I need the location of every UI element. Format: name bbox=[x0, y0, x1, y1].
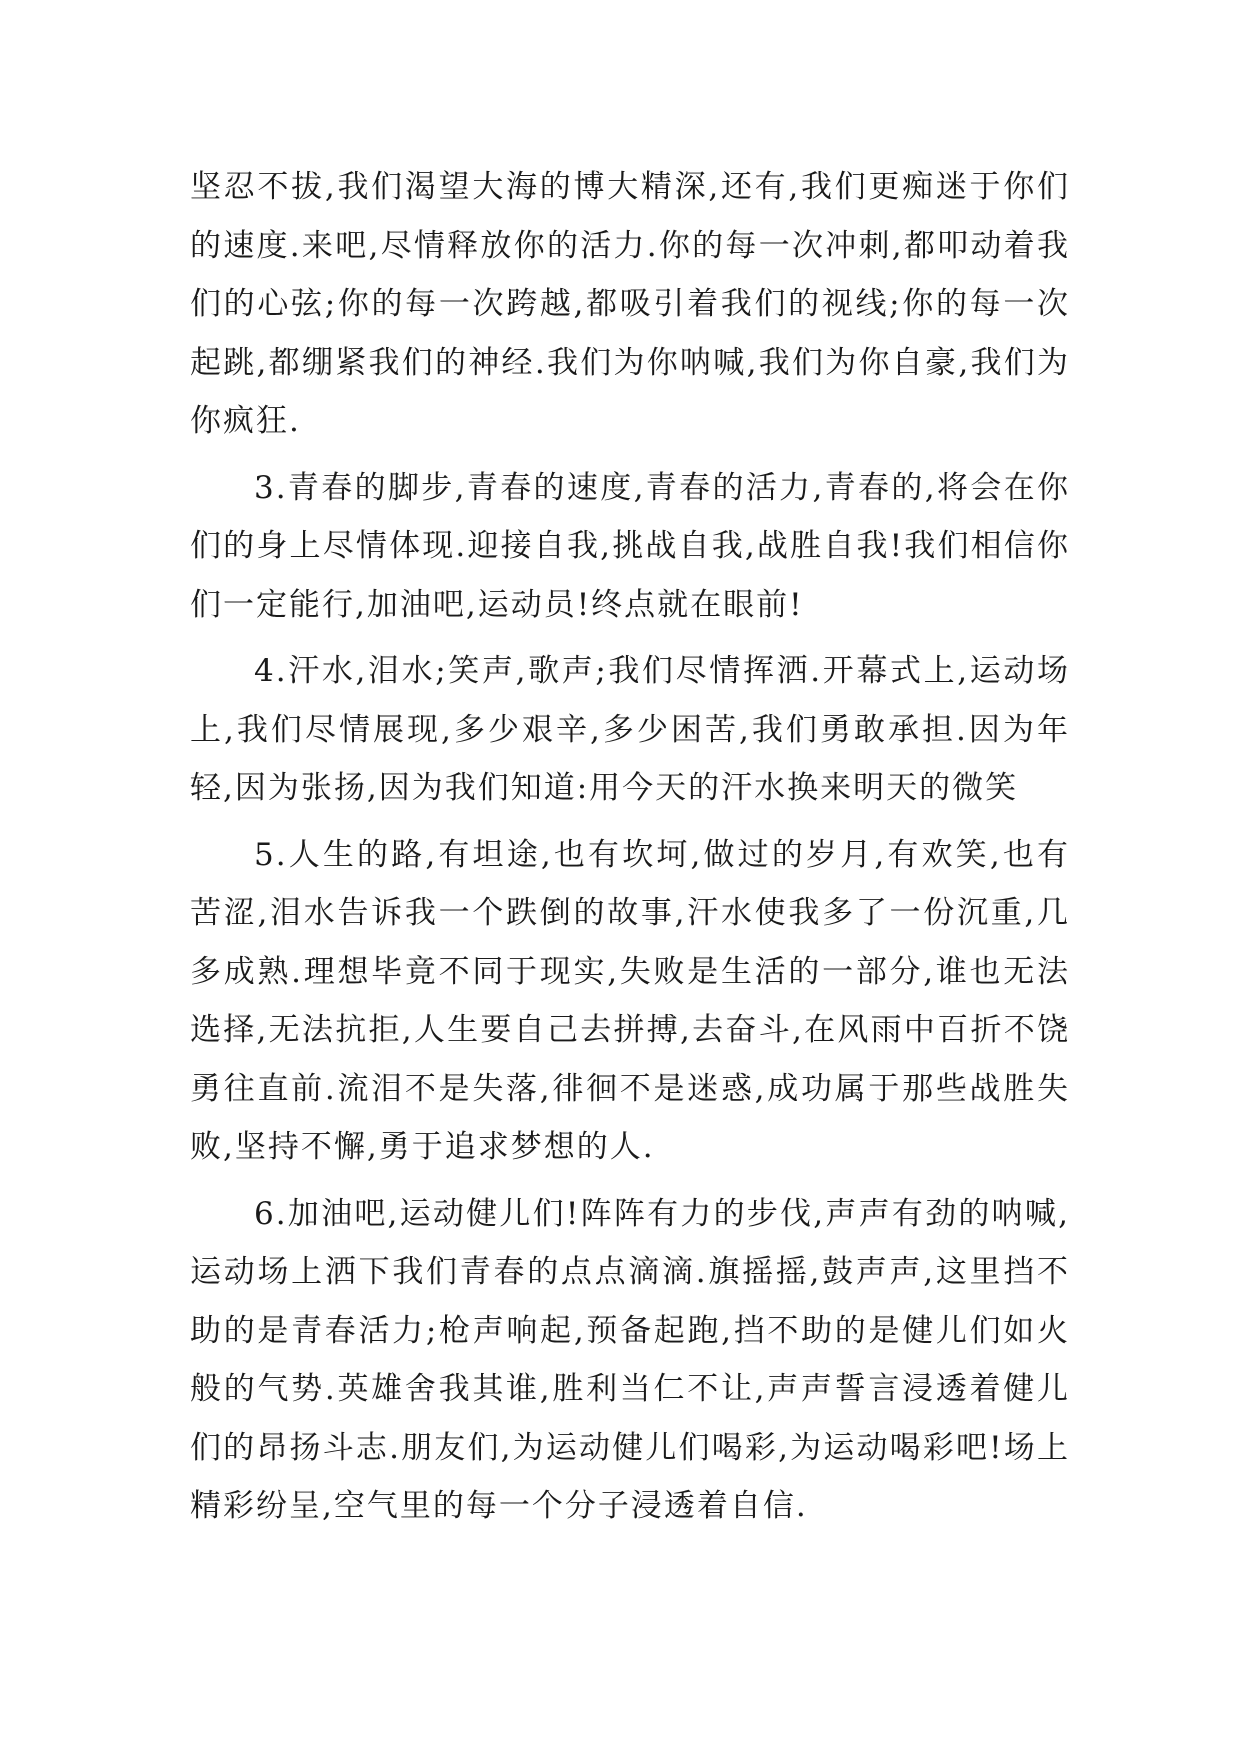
paragraph-5: 5.人生的路,有坦途,也有坎坷,做过的岁月,有欢笑,也有苦涩,泪水告诉我一个跌倒的故事,汗水使我多了一份沉重,几多成熟.理想毕竟不同于现实,失败是生活的一部分,谁也无法选择,无法抗拒,人生要自己去拼搏,去奋斗,在风雨中百折不饶勇往直前.流泪不是失落,徘徊不是迷惑,成功属于那些战胜失败,坚持不懈,勇于追求梦想的人. bbox=[190, 836, 1070, 1165]
body-text bbox=[190, 158, 1070, 1544]
paragraph-6: 6.加油吧,运动健儿们!阵阵有力的步伐,声声有劲的呐喊,运动场上洒下我们青春的点点滴滴.旗摇摇,鼓声声,这里挡不助的是青春活力;枪声响起,预备起跑,挡不助的是健儿们如火般的气势.英雄舍我其谁,胜利当仁不让,声声誓言浸透着健儿们的昂扬斗志.朋友们,为运动健儿们喝彩,为运动喝彩吧!场上精彩纷呈,空气里的每一个分子浸透着自信. bbox=[190, 1195, 1070, 1524]
paragraph-4: 4.汗水,泪水;笑声,歌声;我们尽情挥洒.开幕式上,运动场上,我们尽情展现,多少艰辛,多少困苦,我们勇敢承担.因为年轻,因为张扬,因为我们知道:用今天的汗水换来明天的微笑 bbox=[190, 653, 1070, 806]
paragraph-continued: 坚忍不拔,我们渴望大海的博大精深,还有,我们更痴迷于你们的速度.来吧,尽情释放你的活力.你的每一次冲刺,都叩动着我们的心弦;你的每一次跨越,都吸引着我们的视线;你的每一次起跳,都绷紧我们的神经.我们为你呐喊,我们为你自豪,我们为你疯狂. bbox=[190, 169, 1070, 439]
paragraph-3: 3.青春的脚步,青春的速度,青春的活力,青春的,将会在你们的身上尽情体现.迎接自我,挑战自我,战胜自我!我们相信你们一定能行,加油吧,运动员!终点就在眼前! bbox=[190, 469, 1070, 623]
